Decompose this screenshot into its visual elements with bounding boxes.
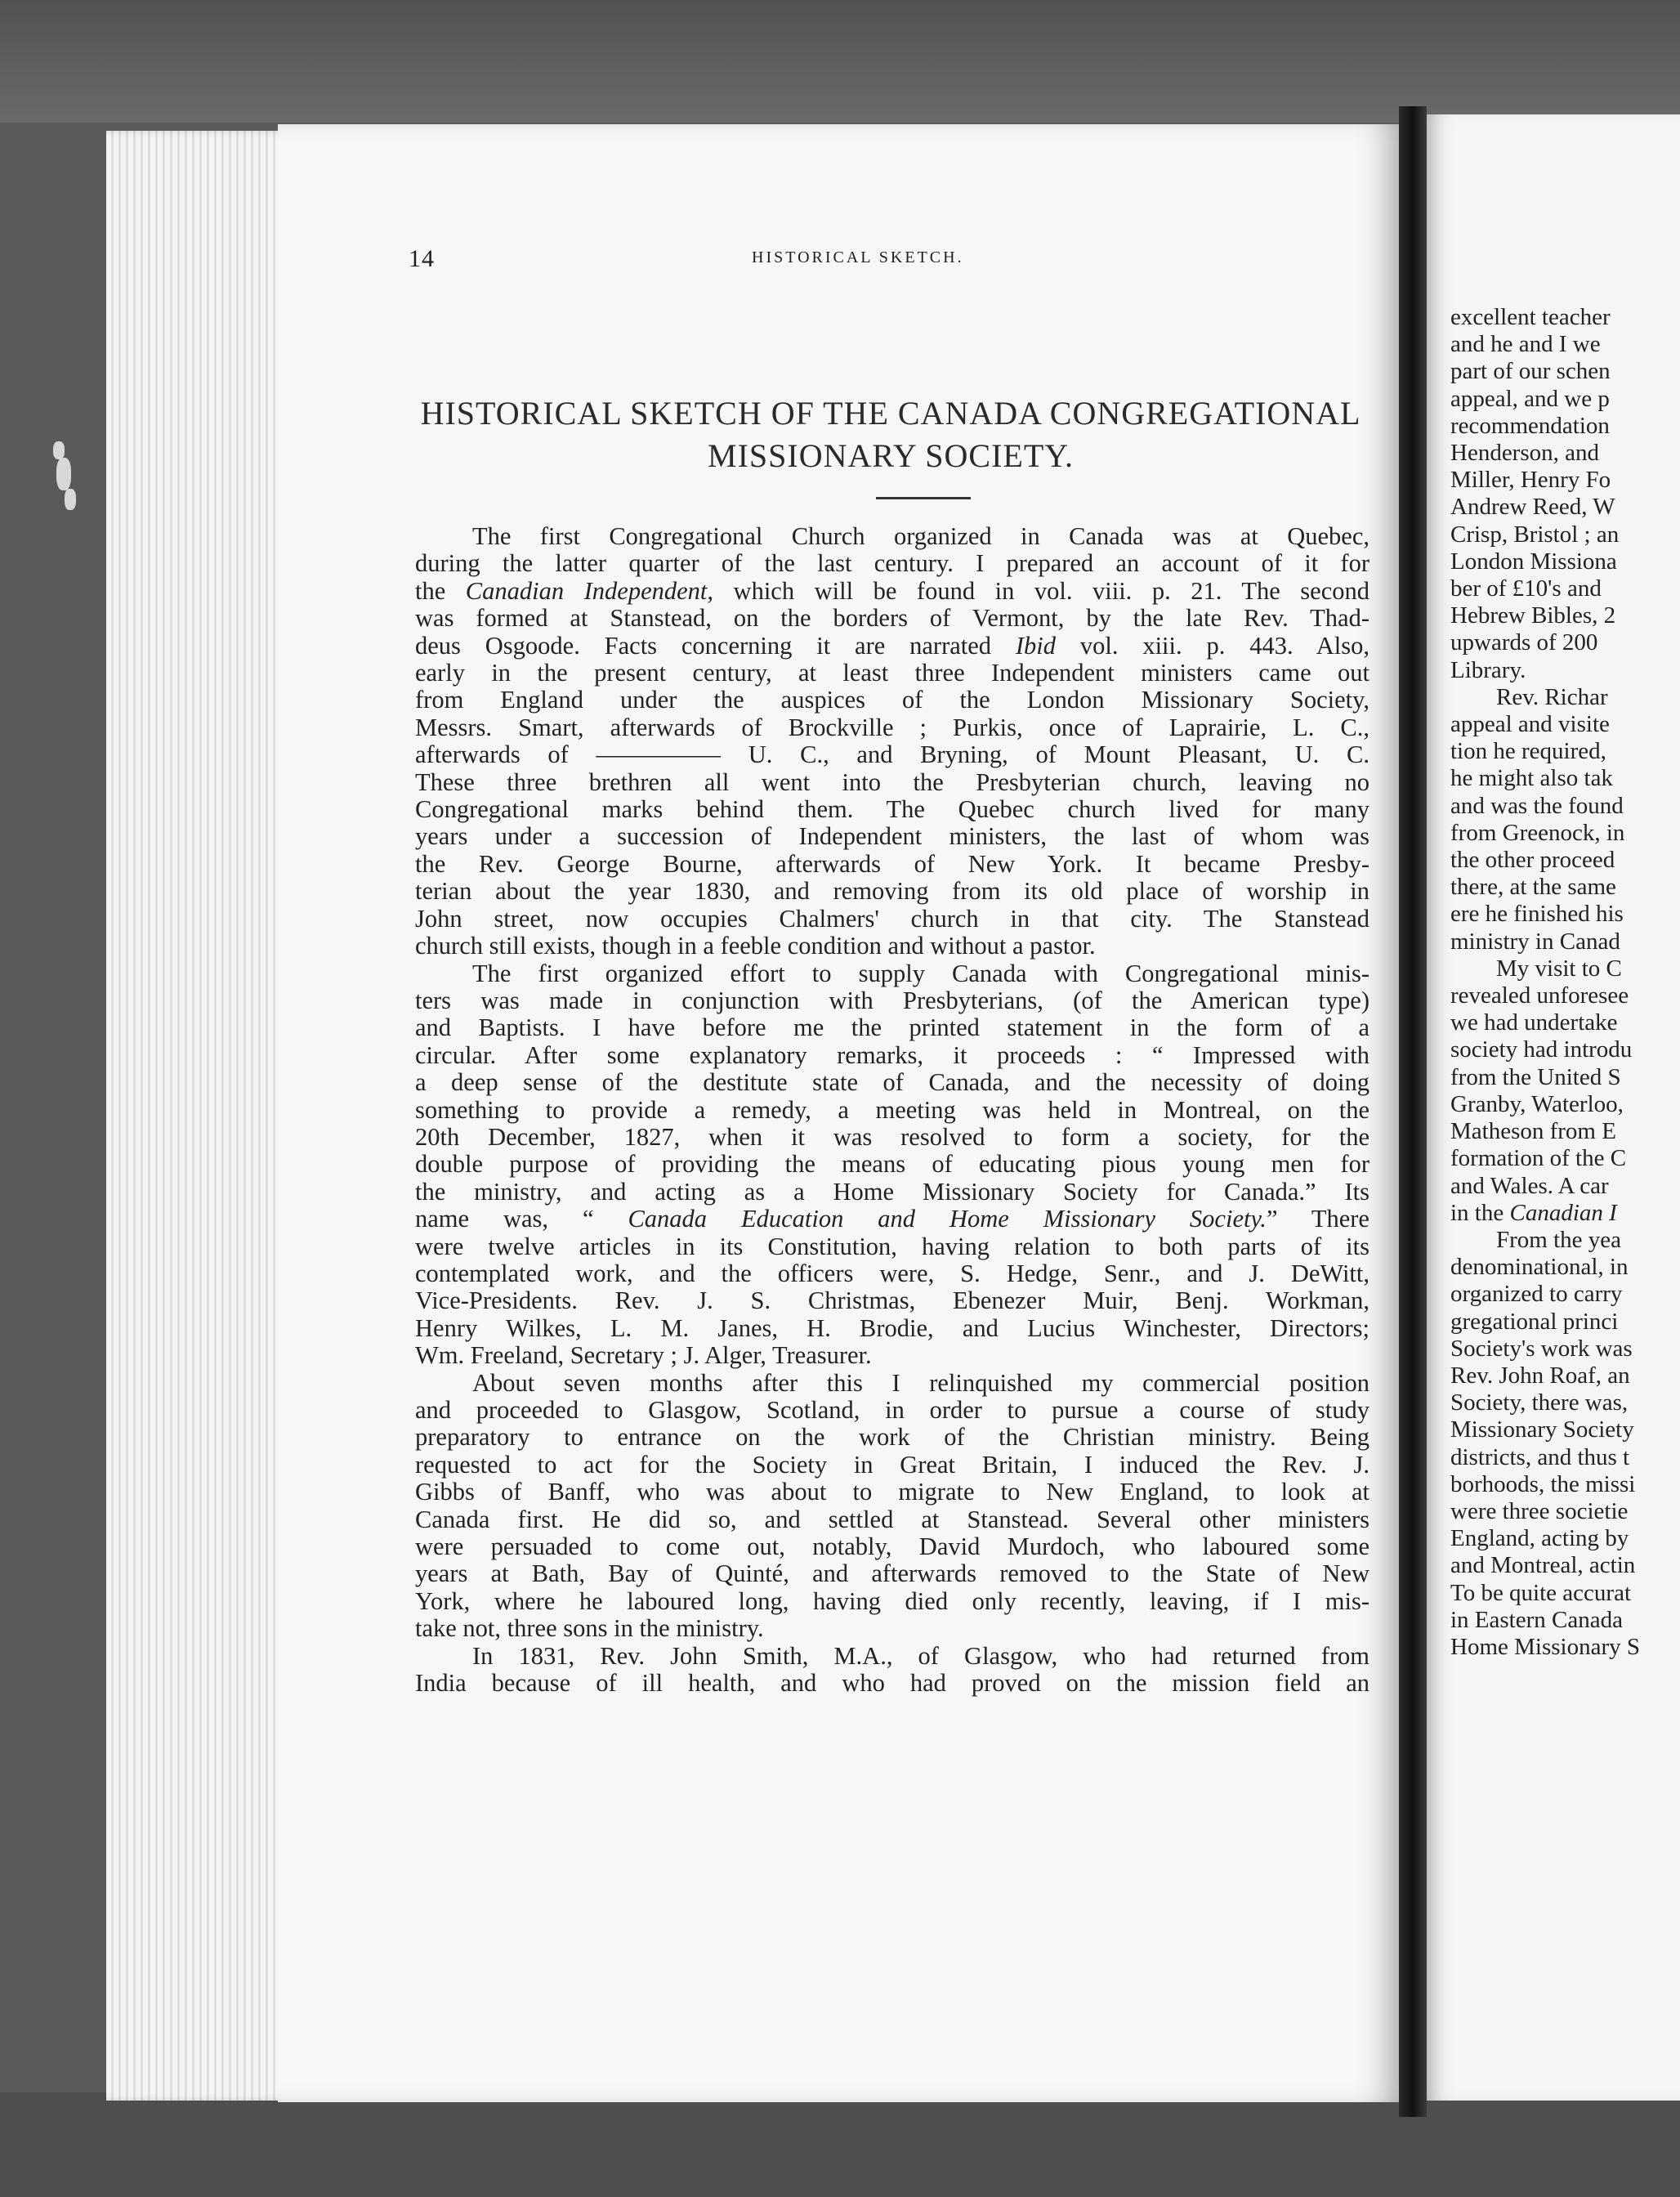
text-line: take not, three sons in the ministry. (415, 1614, 764, 1643)
text-line: a deep sense of the destitute state of Canada, and the necessity of doing (415, 1068, 1369, 1097)
text-line (415, 578, 1369, 605)
scan-background-bottom (0, 2092, 1680, 2197)
text-line: we had undertake (1450, 1009, 1618, 1036)
text-line: Congregational marks behind them. The Quebec church lived for many (415, 795, 1369, 824)
text-line (415, 1206, 1369, 1233)
text-line: revealed unforesee (1450, 982, 1629, 1009)
text-line: gregational princi (1450, 1308, 1619, 1335)
text-line: circular. After some explanatory remarks, it proceeds : “ Impressed with (415, 1040, 1369, 1069)
text-line: organized to carry (1450, 1281, 1623, 1308)
text-line: from England under the auspices of the London Missionary Society, (415, 686, 1369, 714)
text-line: Society, there was, (1450, 1389, 1629, 1416)
text-line: ere he finished his (1450, 901, 1624, 928)
running-head: HISTORICAL SKETCH. (752, 248, 964, 266)
text-line: terian about the year 1830, and removing from its old place of worship in (415, 877, 1369, 906)
text-line: About seven months after this I relinquished my commercial position (472, 1368, 1369, 1397)
text-run: ” There (1266, 1205, 1369, 1233)
text-line (1450, 1200, 1680, 1227)
text-line: Matheson from E (1450, 1118, 1616, 1145)
text-line: were three societie (1450, 1497, 1629, 1524)
text-line: Henderson, and (1450, 440, 1600, 467)
text-line: society had introdu (1450, 1036, 1633, 1063)
text-line: London Missiona (1450, 548, 1617, 575)
text-line: denominational, in (1450, 1254, 1629, 1281)
text-line: Rev. Richar (1496, 683, 1608, 710)
text-line: Rev. John Roaf, an (1450, 1362, 1630, 1389)
text-line: Henry Wilkes, L. M. Janes, H. Brodie, and Lucius Winchester, Directors; (415, 1313, 1369, 1342)
article-title (400, 392, 1381, 477)
text-line: To be quite accurat (1450, 1579, 1631, 1606)
right-page-body-text (1450, 304, 1680, 1661)
text-line: appeal and visite (1450, 711, 1610, 738)
left-page-body-text (415, 523, 1369, 1697)
text-line: recommendation (1450, 412, 1610, 439)
text-line: ters was made in conjunction with Presbyterians, (of the American type) (415, 986, 1369, 1014)
text-line: Society's work was (1450, 1335, 1633, 1362)
text-line: upwards of 200 (1450, 629, 1598, 656)
text-line: 20th December, 1827, when it was resolved to form a society, for the (415, 1122, 1369, 1151)
text-line: In 1831, Rev. John Smith, M.A., of Glasgow, who had returned from (472, 1641, 1369, 1670)
text-line: part of our schen (1450, 358, 1611, 385)
text-line (415, 633, 1369, 660)
text-line: and was the found (1450, 792, 1624, 819)
text-line: years at Bath, Bay of Quinté, and afterwards removed to the State of New (415, 1559, 1369, 1588)
text-line: church still exists, though in a feeble condition and without a pastor. (415, 932, 1096, 960)
text-line: early in the present century, at least three Independent ministers came out (415, 659, 1369, 687)
text-line: England, acting by (1450, 1525, 1629, 1552)
text-line: Wm. Freeland, Secretary ; J. Alger, Treasurer. (415, 1341, 872, 1370)
text-line: contemplated work, and the officers were, S. Hedge, Senr., and J. DeWitt, (415, 1259, 1369, 1287)
italic-run: Canadian Independent, (465, 576, 714, 605)
text-line: My visit to C (1496, 955, 1622, 982)
text-run: in the (1450, 1199, 1510, 1226)
text-line: double purpose of providing the means of educating pious young men for (415, 1150, 1369, 1179)
text-line: from Greenock, in (1450, 819, 1625, 846)
text-line: and Baptists. I have before me the printed statement in the form of a (415, 1013, 1369, 1042)
book-gutter (1399, 106, 1427, 2117)
text-line: Crisp, Bristol ; an (1450, 521, 1620, 548)
text-line: years under a succession of Independent ministers, the last of whom was (415, 822, 1369, 851)
text-line: districts, and thus t (1450, 1443, 1630, 1470)
text-line: and Wales. A car (1450, 1172, 1609, 1199)
text-line: York, where he laboured long, having died only recently, leaving, if I mis- (415, 1586, 1369, 1615)
text-line: afterwards of ————— U. C., and Bryning, of Mount Pleasant, U. C. (415, 741, 1369, 769)
dust-specks (45, 441, 78, 515)
text-line: The first organized effort to supply Canada with Congregational minis- (472, 959, 1369, 987)
text-line: India because of ill health, and who had proved on the mission field an (415, 1669, 1369, 1698)
text-line: Canada first. He did so, and settled at Stanstead. Several other ministers (415, 1505, 1369, 1533)
text-line: and he and I we (1450, 331, 1601, 358)
text-line: appeal, and we p (1450, 385, 1610, 412)
text-line: the other proceed (1450, 847, 1615, 874)
text-line: and proceeded to Glasgow, Scotland, in order to pursue a course of study (415, 1396, 1369, 1424)
text-line: Library. (1450, 656, 1526, 683)
page-number: 14 (409, 245, 435, 272)
text-line: tion he required, (1450, 738, 1606, 765)
text-line: were persuaded to come out, notably, David Murdoch, who laboured some (415, 1533, 1369, 1561)
text-line: Hebrew Bibles, 2 (1450, 602, 1616, 629)
title-line: HISTORICAL SKETCH OF THE CANADA CONGREGATIONAL (420, 395, 1361, 432)
text-line: From the yea (1496, 1226, 1622, 1253)
text-line: Gibbs of Banff, who was about to migrate to New England, to look at (415, 1478, 1369, 1506)
text-line: Vice-Presidents. Rev. J. S. Christmas, Ebenezer Muir, Benj. Workman, (415, 1286, 1369, 1315)
text-run: the (415, 576, 466, 605)
text-line: ministry in Canad (1450, 928, 1620, 955)
text-line: John street, now occupies Chalmers' church in that city. The Stanstead (415, 904, 1369, 933)
text-line: These three brethren all went into the Presbyterian church, leaving no (415, 767, 1369, 796)
scan-background-top (0, 0, 1680, 123)
text-line: the Rev. George Bourne, afterwards of New York. It became Presby- (415, 849, 1369, 878)
title-rule (876, 497, 971, 499)
text-line: Messrs. Smart, afterwards of Brockville ; Purkis, once of Laprairie, L. C., (415, 713, 1369, 741)
text-line: The first Congregational Church organized in Canada was at Quebec, (472, 522, 1369, 550)
text-line: during the latter quarter of the last century. I prepared an account of it for (415, 549, 1369, 578)
text-line: Andrew Reed, W (1450, 494, 1615, 521)
italic-run: Ibid (1015, 631, 1057, 660)
text-run: deus Osgoode. Facts concerning it are narrated (415, 631, 1016, 660)
text-line: excellent teacher (1450, 304, 1611, 330)
text-line: was formed at Stanstead, on the borders of Vermont, by the late Rev. Thad- (415, 604, 1369, 633)
text-line: ber of £10's and (1450, 575, 1602, 602)
text-run: which will be found in vol. viii. p. 21. The second (713, 576, 1369, 605)
text-line: borhoods, the missi (1450, 1470, 1636, 1497)
text-line: from the United S (1450, 1063, 1621, 1090)
text-line: in Eastern Canada (1450, 1606, 1623, 1633)
text-run: vol. xiii. p. 443. Also, (1056, 631, 1369, 660)
text-line: Miller, Henry Fo (1450, 467, 1611, 494)
text-line: requested to act for the Society in Great Britain, I induced the Rev. J. (415, 1450, 1369, 1479)
text-line: Granby, Waterloo, (1450, 1090, 1624, 1117)
book-page-edges (106, 131, 294, 2101)
title-line: MISSIONARY SOCIETY. (708, 437, 1074, 474)
text-line: and Montreal, actin (1450, 1552, 1636, 1579)
text-line: Missionary Society (1450, 1416, 1634, 1443)
text-line: something to provide a remedy, a meeting was held in Montreal, on the (415, 1095, 1369, 1124)
text-line: formation of the C (1450, 1145, 1627, 1172)
text-line: preparatory to entrance on the work of the Christian ministry. Being (415, 1423, 1369, 1452)
italic-run: Canada Education and Home Missionary Society. (628, 1205, 1267, 1233)
text-run: name was, “ (415, 1205, 628, 1233)
text-line: Home Missionary S (1450, 1633, 1640, 1660)
text-line: were twelve articles in its Constitution, having relation to both parts of its (415, 1232, 1369, 1260)
italic-run: Canadian I (1509, 1199, 1617, 1226)
text-line: the ministry, and acting as a Home Missionary Society for Canada.” Its (415, 1177, 1369, 1206)
text-line: he might also tak (1450, 765, 1613, 792)
text-line: there, at the same (1450, 874, 1616, 901)
